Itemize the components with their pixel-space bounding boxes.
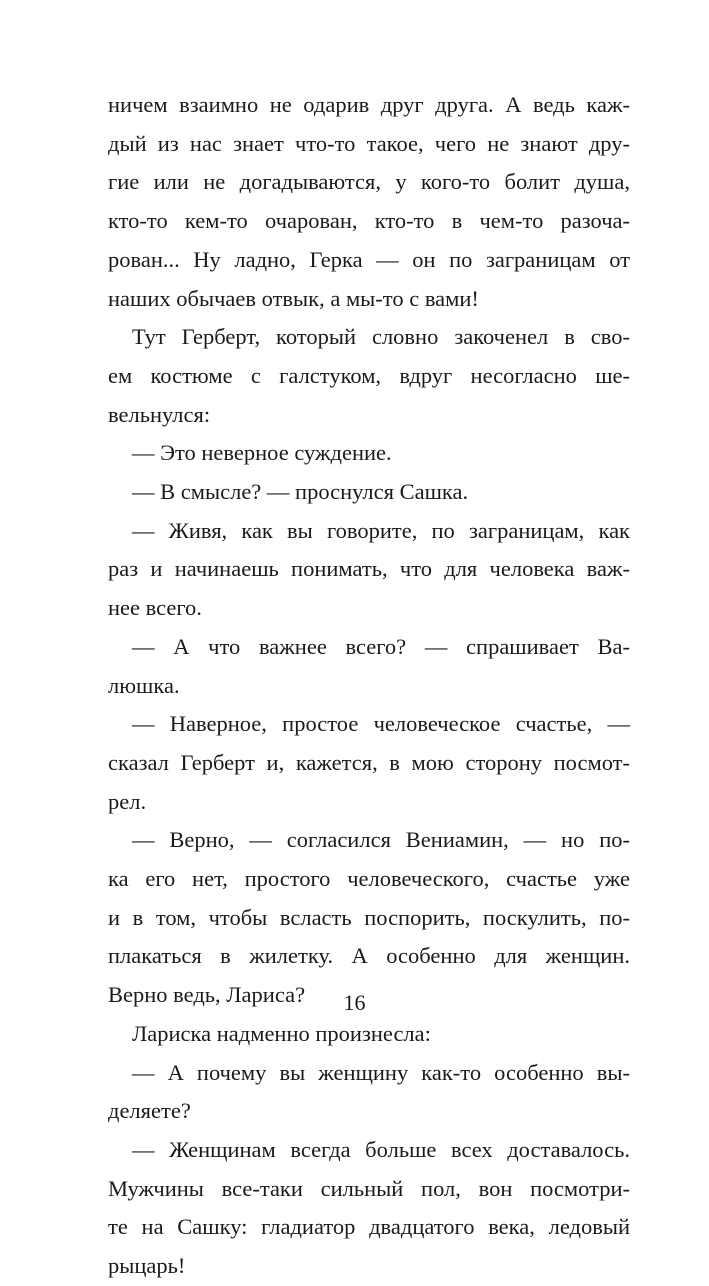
text-line: деляете? xyxy=(108,1098,191,1124)
body-text xyxy=(108,86,630,1286)
text-line: — А почему вы женщину как-то особенно вы- xyxy=(132,1059,630,1085)
text-line: вельнулся: xyxy=(108,401,211,427)
text-line: Лариска надменно произнесла: xyxy=(132,1020,431,1046)
text-line: рел. xyxy=(108,788,147,814)
text-line: те на Сашку: гладиатор двадцатого века, ледовый xyxy=(108,1214,630,1240)
text-line: сказал Герберт и, кажется, в мою сторону посмот- xyxy=(108,749,630,775)
text-line: кто-то кем-то очарован, кто-то в чем-то разоча- xyxy=(108,208,630,234)
text-line: Верно ведь, Лариса? xyxy=(108,982,306,1008)
text-line: Мужчины все-таки сильный пол, вон посмотри- xyxy=(108,1175,630,1201)
text-line: люшка. xyxy=(108,672,180,698)
text-line: и в том, чтобы всласть поспорить, поскулить, по- xyxy=(108,904,630,930)
text-line: — А что важнее всего? — спрашивает Ва- xyxy=(132,633,630,659)
text-line: Тут Герберт, который словно закоченел в сво- xyxy=(132,324,630,350)
text-line: нее всего. xyxy=(108,595,202,621)
text-line: ничем взаимно не одарив друг друга. А ведь каж- xyxy=(108,92,630,117)
text-line: плакаться в жилетку. А особенно для женщин. xyxy=(108,943,630,969)
text-line: ем костюме с галстуком, вдруг несогласно ше- xyxy=(108,362,630,388)
text-line: — Это неверное суждение. xyxy=(132,440,392,466)
text-line: — Женщинам всегда больше всех доставалось. xyxy=(132,1136,630,1162)
text-line: — Наверное, простое человеческое счастье, — xyxy=(132,711,630,737)
text-line: — Живя, как вы говорите, по заграницам, как xyxy=(132,517,630,543)
text-line: гие или не догадываются, у кого-то болит душа, xyxy=(108,169,630,195)
page-number: 16 xyxy=(343,990,366,1015)
text-line: рован... Ну ладно, Герка — он по заграницам от xyxy=(108,246,630,272)
text-line: дый из нас знает что-то такое, чего не знают дру- xyxy=(108,130,630,156)
text-line: раз и начинаешь понимать, что для человека важ- xyxy=(108,556,630,582)
text-line: ка его нет, простого человеческого, счастье уже xyxy=(108,866,630,892)
text-line: — Верно, — согласился Вениамин, — но по- xyxy=(132,827,630,853)
text-line: рыцарь! xyxy=(108,1253,186,1279)
text-line: наших обычаев отвык, а мы-то с вами! xyxy=(108,285,479,311)
text-line: — В смысле? — проснулся Сашка. xyxy=(132,479,469,505)
